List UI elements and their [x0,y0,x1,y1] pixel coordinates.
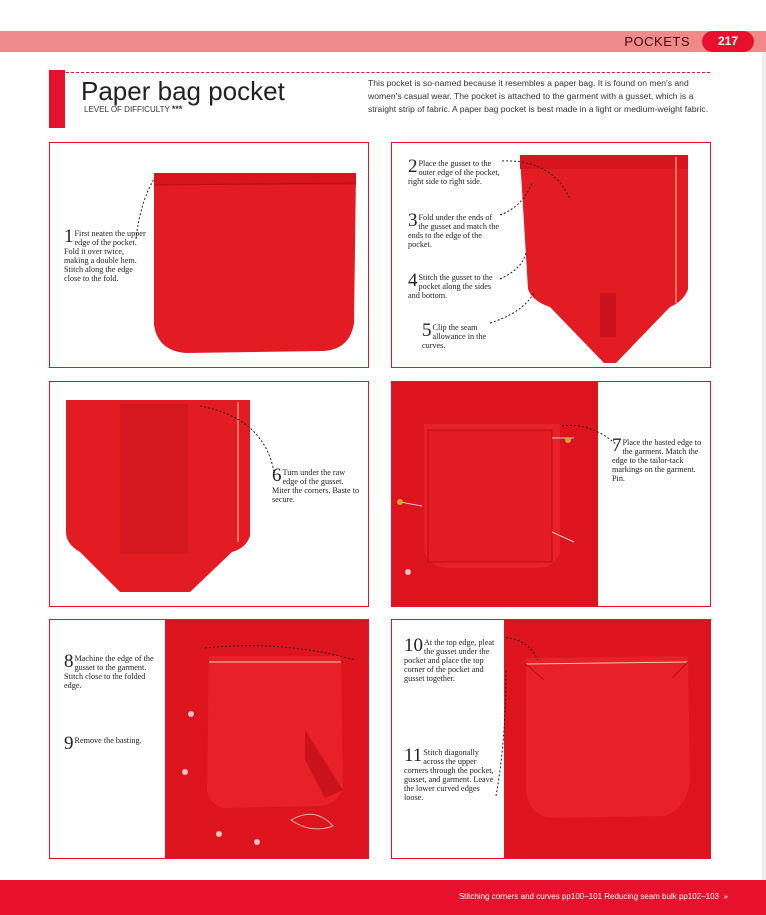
step-number: 3 [408,210,418,231]
page-edge [762,52,766,880]
step-9 [64,733,160,754]
step-number: 8 [64,651,74,672]
title-rule [66,72,710,73]
step-5 [422,320,494,350]
footer-arrow-icon: » [723,892,728,901]
panel-step-7 [391,381,711,607]
page-number: 217 [702,31,754,52]
step-number: 5 [422,320,432,341]
step-number: 9 [64,733,74,754]
step-number: 11 [404,745,423,766]
step-number: 10 [404,635,423,656]
pocket-photo-6 [504,620,710,858]
step-text: Machine the edge of the gusset to the garment. Stitch close to the folded edge. [64,654,154,690]
intro-text: This pocket is so-named because it resembles a paper bag. It is found on men's and women's casual wear. The pocket is attached to the garment with a gusset, which is a straight strip of fabric. A paper bag pocket is best made in a light or medium-weight fabric. [368,78,709,114]
step-text: First neaten the upper edge of the pocket. Fold it over twice, making a double hem. Stitch along the edge close to the fold. [64,229,146,283]
step-2 [408,156,504,186]
difficulty [84,104,182,114]
step-text: Stitch diagonally across the upper corners through the pocket, gusset, and garment. Leave the lower curved edges loose. [404,748,494,802]
step-3 [408,210,500,249]
difficulty-stars: *** [171,104,183,114]
step-text: At the top edge, pleat the gusset under the pocket and place the top corner of the pocket and gusset together. [404,638,495,683]
panel-step-1 [49,142,369,368]
step-number: 6 [272,465,282,486]
step-text: Fold under the ends of the gusset and match the ends to the edge of the pocket. [408,213,499,249]
step-6 [272,465,360,504]
step-text: Remove the basting. [74,736,142,745]
step-text: Place the basted edge to the garment. Match the edge to the tailor-tack markings on the garment. Pin. [612,438,702,483]
step-8 [64,651,160,690]
footer-cross-references[interactable]: Stitching corners and curves pp100–101 Reducing seam bulk pp102–103 [458,892,719,901]
step-number: 1 [64,226,74,247]
title-marker [49,70,65,128]
step-number: 4 [408,270,418,291]
pocket-photo-5 [165,620,368,858]
step-number: 7 [612,435,622,456]
step-7 [612,435,704,483]
difficulty-label: LEVEL OF DIFFICULTY [84,105,170,114]
step-4 [408,270,496,300]
step-text: Stitch the gusset to the pocket along the sides and bottom. [408,273,493,300]
footer-band [0,880,766,915]
panel-step-6 [49,381,369,607]
step-text: Turn under the raw edge of the gusset. Miter the corners. Baste to secure. [272,468,360,504]
panel-steps-2-5 [391,142,711,368]
panel-steps-10-11 [391,619,711,859]
section-band [0,31,766,52]
step-1 [64,226,148,283]
panel-steps-8-9 [49,619,369,859]
step-10 [404,635,498,683]
step-text: Clip the seam allowance in the curves. [422,323,487,350]
step-number: 2 [408,156,418,177]
step-11 [404,745,500,802]
step-text: Place the gusset to the outer edge of the pocket, right side to right side. [408,159,500,186]
page-title: Paper bag pocket [81,76,285,106]
section-title: POCKETS [624,34,690,49]
